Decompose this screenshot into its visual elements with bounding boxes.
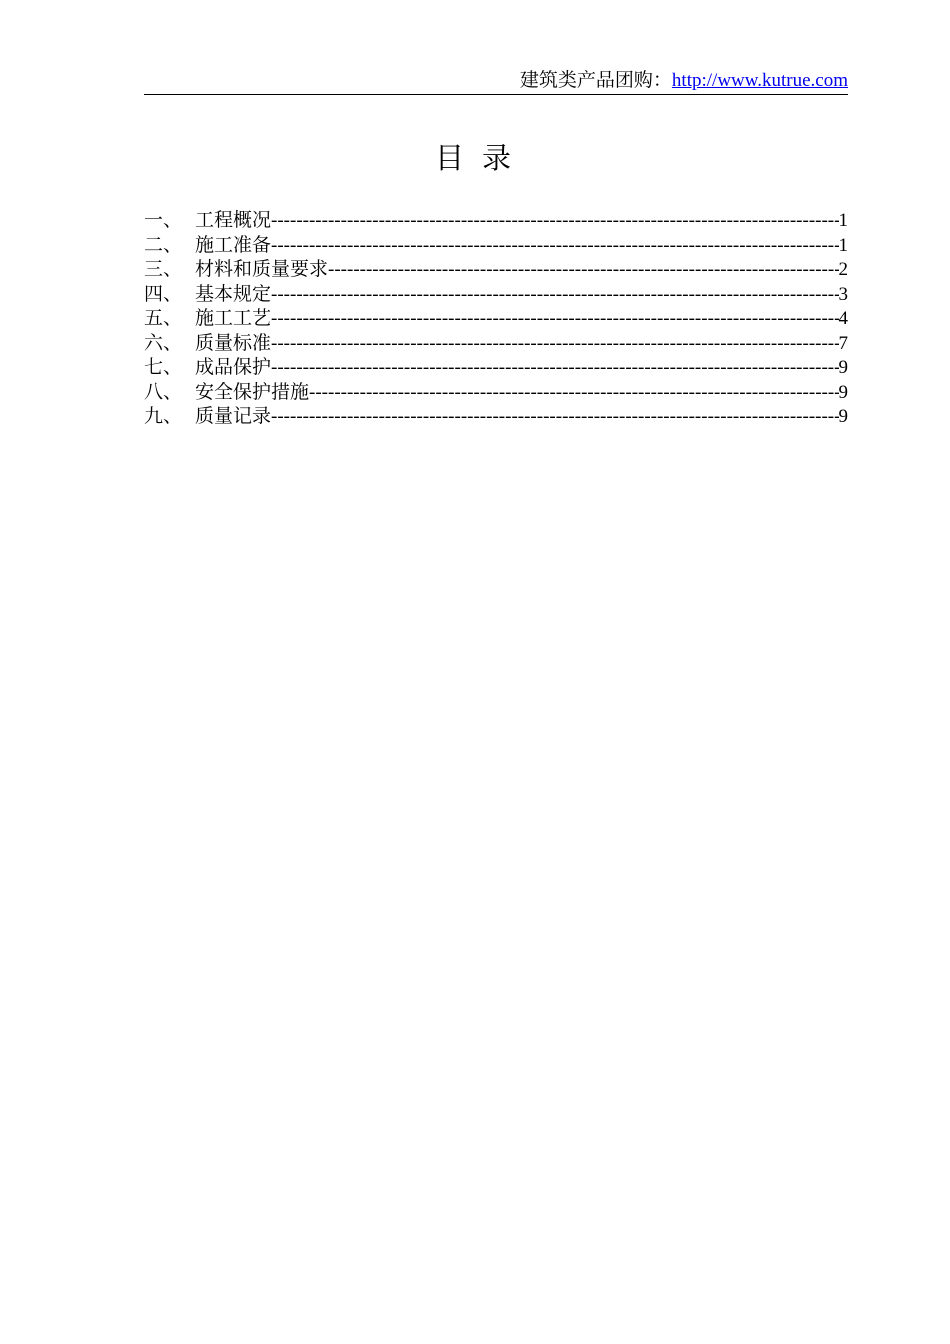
toc-page-number: 9 — [838, 406, 848, 427]
toc-label: 成品保护 — [195, 356, 272, 378]
toc-number: 二、 — [144, 233, 183, 256]
toc-entry[interactable] — [144, 306, 848, 331]
title-char-1: 目 — [434, 141, 468, 175]
table-of-contents — [144, 208, 848, 429]
toc-page-number: 9 — [838, 381, 848, 403]
toc-page-number: 7 — [838, 332, 848, 354]
toc-page-number: 4 — [838, 308, 848, 329]
toc-label: 施工工艺 — [195, 307, 272, 329]
page-header — [144, 66, 848, 95]
toc-number: 八、 — [144, 380, 183, 403]
toc-label: 基本规定 — [195, 282, 272, 305]
toc-leader — [271, 234, 838, 258]
toc-number: 七、 — [144, 356, 183, 378]
toc-label: 安全保护措施 — [195, 380, 310, 403]
toc-label: 材料和质量要求 — [195, 258, 329, 280]
toc-leader — [271, 283, 838, 307]
toc-leader — [271, 209, 838, 233]
toc-number: 六、 — [144, 331, 183, 354]
toc-page-number: 9 — [838, 357, 848, 378]
toc-leader — [328, 258, 838, 282]
toc-page-number: 1 — [838, 234, 848, 256]
toc-title — [0, 138, 950, 178]
toc-number: 三、 — [144, 258, 183, 280]
toc-leader — [271, 405, 838, 429]
header-link[interactable]: http://www.kutrue.com — [671, 70, 848, 91]
title-char-2: 录 — [482, 141, 516, 175]
toc-leader — [271, 307, 838, 331]
toc-leader — [271, 356, 838, 380]
toc-leader — [271, 332, 838, 356]
toc-entry[interactable] — [144, 380, 848, 405]
toc-entry[interactable] — [144, 233, 848, 258]
toc-entry[interactable] — [144, 331, 848, 356]
toc-label: 质量记录 — [195, 405, 272, 427]
toc-number: 九、 — [144, 405, 183, 427]
toc-number: 五、 — [144, 307, 183, 329]
toc-entry[interactable] — [144, 257, 848, 282]
toc-page-number: 2 — [838, 259, 848, 280]
toc-number: 四、 — [144, 282, 183, 305]
toc-entry[interactable] — [144, 404, 848, 429]
toc-number: 一、 — [144, 209, 183, 231]
toc-label: 施工准备 — [195, 233, 272, 256]
toc-leader — [309, 381, 838, 405]
toc-page-number: 3 — [838, 283, 848, 305]
toc-entry[interactable] — [144, 282, 848, 307]
toc-page-number: 1 — [838, 210, 848, 231]
header-text: 建筑类产品团购： — [519, 69, 672, 91]
toc-entry[interactable] — [144, 355, 848, 380]
toc-entry[interactable] — [144, 208, 848, 233]
toc-label: 工程概况 — [195, 209, 272, 231]
toc-label: 质量标准 — [195, 331, 272, 354]
